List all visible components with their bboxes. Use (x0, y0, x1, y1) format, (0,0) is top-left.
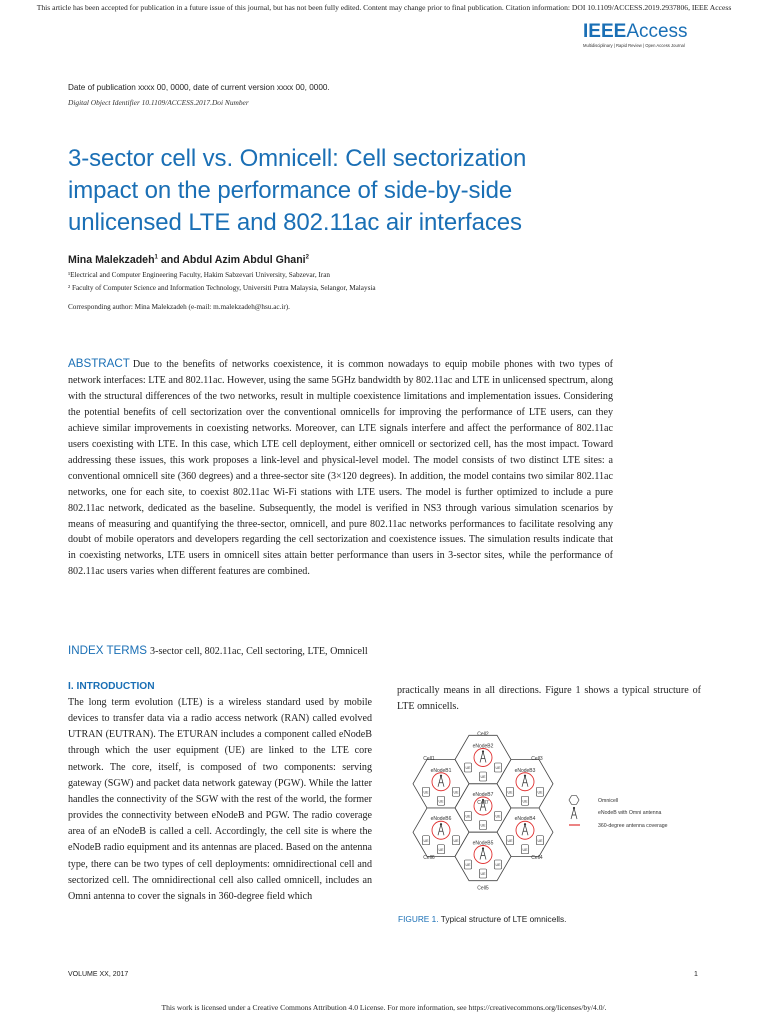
user-equipment-icon (465, 763, 472, 772)
legend-enodeb-text: eNodeB with Omni antenna (598, 810, 662, 816)
ue-label: UE (495, 863, 501, 868)
ue-label: UE (480, 823, 486, 828)
ue-label: UE (465, 863, 471, 868)
user-equipment-icon (495, 812, 502, 821)
author-name: Mina Malekzadeh (68, 254, 155, 266)
antenna-top (440, 823, 442, 825)
ue-label: UE (453, 790, 459, 795)
author-affiliation-mark: 1 (154, 254, 158, 261)
ue-label: UE (507, 790, 513, 795)
antenna-top (573, 807, 575, 809)
user-equipment-icon (522, 796, 529, 805)
legend-omnicell-text: Omnicell (598, 798, 619, 804)
enodeb-label: eNodeB6 (430, 816, 452, 823)
cell-name-label: Cell5 (477, 885, 489, 892)
figure-label: FIGURE 1. (398, 914, 439, 924)
author-affiliation-mark: 2 (305, 254, 309, 261)
index-terms (68, 643, 668, 660)
footer-volume: VOLUME XX, 2017 (68, 971, 129, 978)
introduction-right-column: practically means in all directions. Figure 1 shows a typical structure of LTE omnicells. (397, 685, 701, 713)
index-terms-label: INDEX TERMS (68, 644, 148, 657)
ue-label: UE (423, 838, 429, 843)
title-line: unlicensed LTE and 802.11ac air interfaces (68, 209, 522, 236)
author-joiner: and (157, 254, 183, 266)
legend-tower-icon (571, 807, 577, 819)
abstract (68, 356, 613, 580)
author-list (68, 254, 309, 266)
ue-label: UE (507, 838, 513, 843)
antenna-top (524, 775, 526, 777)
enodeb-label: eNodeB7 (472, 792, 494, 798)
paper-title (68, 143, 728, 239)
ue-label: UE (453, 838, 459, 843)
doi-line: Digital Object Identifier 10.1109/ACCESS.2017.Doi Number (68, 98, 249, 107)
logo-tagline: Multidisciplinary | Rapid Review | Open Access Journal (583, 43, 685, 48)
antenna-top (482, 847, 484, 849)
title-line: 3-sector cell vs. Omnicell: Cell sectorization (68, 145, 527, 172)
cell-name-label: Cell7 (477, 800, 489, 806)
corresponding-author: Corresponding author: Mina Malekzadeh (e-mail: m.malekzadeh@hsu.ac.ir). (68, 303, 290, 311)
ue-label: UE (522, 847, 528, 852)
user-equipment-icon (465, 812, 472, 821)
user-equipment-icon (453, 787, 460, 796)
antenna-top (524, 823, 526, 825)
index-terms-text: 3-sector cell, 802.11ac, Cell sectoring, LTE, Omnicell (150, 646, 368, 657)
user-equipment-icon (453, 836, 460, 845)
figure-1-lte-omnicells (398, 716, 702, 911)
cell-name-label: Cell1 (423, 755, 435, 762)
ue-label: UE (480, 775, 486, 780)
enodeb-label: eNodeB2 (472, 743, 494, 750)
ue-label: UE (438, 799, 444, 804)
ue-label: UE (423, 790, 429, 795)
logo-wordmark (583, 22, 703, 42)
user-equipment-icon (438, 796, 445, 805)
ue-label: UE (537, 838, 543, 843)
publication-date: Date of publication xxxx 00, 0000, date of current version xxxx 00, 0000. (68, 83, 330, 92)
affiliation-1: ¹Electrical and Computer Engineering Faculty, Hakim Sabzevari University, Sabzevar, Iran (68, 271, 330, 279)
user-equipment-icon (495, 860, 502, 869)
legend-coverage-text: 360-degree antenna coverage (598, 823, 668, 829)
antenna-top (482, 750, 484, 752)
ue-label: UE (522, 799, 528, 804)
introduction-left-column: The long term evolution (LTE) is a wireless standard used by mobile devices to transfer data via a radio access network (RAN) called evolved UTRAN (EUTRAN). The ETURAN includes a component called eNodeB through which the user equipment (UE) are linked to the LTE core network. The core, itself, is composed of two components: serving gateway (SGW) and packet data network gateway (PGW). While the latter handles the connectivity of the SGW with the rest of the world, the former provides the connectivity between eNodeB and PGW. The radio coverage area of an eNodeB is called a cell. Accordingly, the cell site is where the eNodeB radio equipment and its antennas are placed. Based on the antenna type, there can be two types of cell deployments: omnidirectional cell and sectorized cell. The omnidirectional cell also called omnicell, includes an Omni antenna to cover the signals in 360-degree field which (68, 697, 372, 902)
user-equipment-icon (507, 836, 514, 845)
user-equipment-icon (537, 787, 544, 796)
enodeb-label: eNodeB5 (472, 840, 494, 847)
ue-label: UE (465, 814, 471, 819)
user-equipment-icon (423, 787, 430, 796)
acceptance-banner: This article has been accepted for publication in a future issue of this journal, but has not been fully edited. Content may change prior to final publication. Citation information: DOI 10.1109/ACCESS.2019.2937806, IEEE Access (36, 3, 732, 12)
ue-label: UE (495, 814, 501, 819)
ieee-access-logo (583, 22, 703, 48)
user-equipment-icon (423, 836, 430, 845)
logo-brand-light: Access (626, 21, 688, 42)
abstract-label: ABSTRACT (68, 357, 130, 370)
user-equipment-icon (438, 845, 445, 854)
affiliation-2: ² Faculty of Computer Science and Information Technology, Universiti Putra Malaysia, Selangor, Malaysia (68, 284, 376, 292)
antenna-mast (571, 808, 577, 819)
user-equipment-icon (465, 860, 472, 869)
license-notice: This work is licensed under a Creative Commons Attribution 4.0 License. For more information, see https://creativecommons.org/licenses/by/4.0/. (161, 1003, 607, 1012)
user-equipment-icon (480, 869, 487, 878)
cell-name-label: Cell4 (531, 855, 543, 862)
enodeb-label: eNodeB3 (514, 767, 536, 774)
logo-brand-bold: IEEE (583, 21, 627, 42)
ue-label: UE (480, 872, 486, 877)
abstract-text: Due to the benefits of networks coexistence, it is common nowadays to equip mobile phones with two types of network interfaces: LTE and 802.11ac. However, using the same 5GHz bandwidth by 802.11ac and LTE in unlicensed spectrum, along with the structural differences of the two networks, result in multiple coexistence limitations and implementation issues. Considering the potential benefits of cell sectorization over the conventional omnicells for improving the performance of LTE users, can they achieve similar improvements in coexisting networks. Moreover, can LTE signals interfere and affect the performance of 802.11ac users coexisting with LTE. In this case, which LTE cell deployment, either omnicell or sectorized cell, has the most impact. Toward addressing these issues, this work proposes a link-level and physical-level model. The model consists of two distinct LTE sites: a conventional omnicell site (360 degrees) and a three-sector site (3×120 degrees). In addition, the model contains two similar 802.11ac networks, one for each site, to coexist 802.11ac Wi-Fi stations with LTE users. The model is further optimized to include a pure 802.11ac network, dedicated as the baseline. Subsequently, the model is verified in NS3 through various simulation scenarios by means of measuring and quantifying the three-sector, omnicell, and pure 802.11ac networks performances to facilitate resolving any doubt of mobile operators and developers regarding the cell sectorization and coexistence issues. The simulation results indicate that in coexisting networks, LTE users in omnicell sites attain better performance than users in 3-sector sites, while the performance of 802.11ac users varies when different features are combined. (68, 359, 613, 578)
section-heading-introduction: I. INTRODUCTION (68, 681, 155, 692)
ue-label: UE (495, 766, 501, 771)
user-equipment-icon (495, 763, 502, 772)
cell-name-label: Cell3 (531, 755, 543, 762)
cell-name-label: Cell6 (423, 855, 435, 862)
antenna-top (440, 775, 442, 777)
user-equipment-icon (507, 787, 514, 796)
ue-label: UE (465, 766, 471, 771)
user-equipment-icon (480, 821, 487, 830)
ue-label: UE (537, 790, 543, 795)
user-equipment-icon (522, 845, 529, 854)
user-equipment-icon (480, 772, 487, 781)
user-equipment-icon (537, 836, 544, 845)
figure-caption-text: Typical structure of LTE omnicells. (440, 914, 567, 924)
footer-page-number: 1 (694, 971, 698, 978)
title-line: impact on the performance of side-by-side (68, 177, 513, 204)
enodeb-label: eNodeB1 (430, 767, 452, 774)
ue-label: UE (438, 847, 444, 852)
enodeb-label: eNodeB4 (514, 816, 536, 823)
cell-name-label: Cell2 (477, 731, 489, 738)
omnicell-diagram (398, 716, 702, 911)
legend-hex-icon (569, 796, 579, 805)
author-name: Abdul Azim Abdul Ghani (182, 254, 306, 266)
figure-1-caption (398, 914, 566, 924)
